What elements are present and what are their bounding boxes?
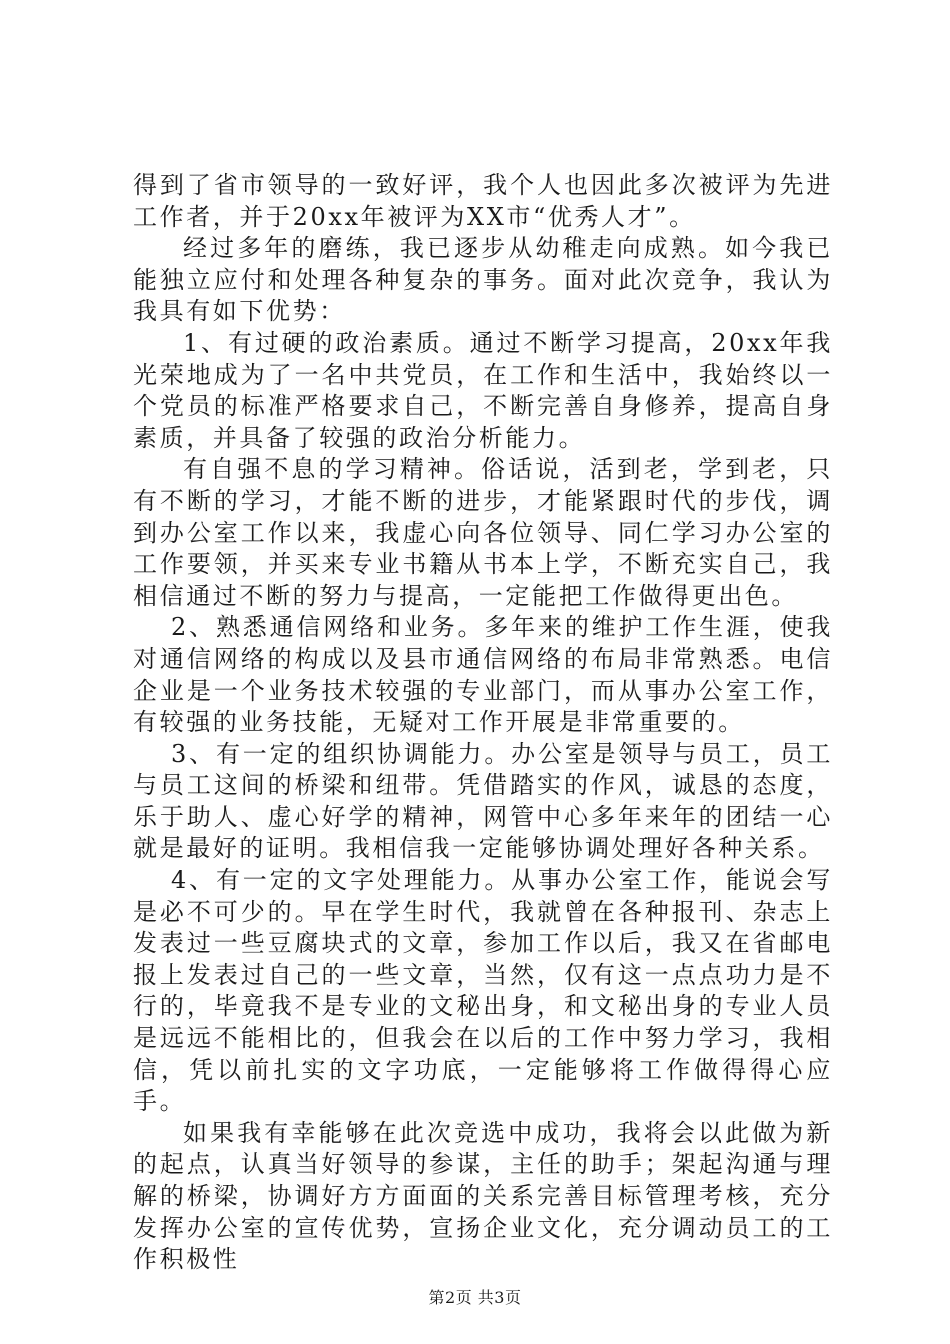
paragraph-7: 4、有一定的文字处理能力。从事办公室工作，能说会写是必不可少的。早在学生时代，我就曾在各种报刊、杂志上发表过一些豆腐块式的文章，参加工作以后，我又在省邮电报上发表过自己的一些文章，当然，仅有这一点点功力是不行的，毕竟我不是专业的文秘出身，和文秘出身的专业人员是远远不能相比的，但我会在以后的工作中努力学习，我相信，凭以前扎实的文字功底，一定能够将工作做得得心应手。 bbox=[133, 866, 833, 1116]
paragraph-4: 有自强不息的学习精神。俗话说，活到老，学到老，只有不断的学习，才能不断的进步，才能紧跟时代的步伐，调到办公室工作以来，我虚心向各位领导、同仁学习办公室的工作要领，并买来专业书籍从书本上学，不断充实自己，我相信通过不断的努力与提高，一定能把工作做得更出色。 bbox=[133, 455, 833, 610]
paragraph-5: 2、熟悉通信网络和业务。多年来的维护工作生涯，使我对通信网络的构成以及县市通信网络的布局非常熟悉。电信企业是一个业务技术较强的专业部门，而从事办公室工作，有较强的业务技能，无疑对工作开展是非常重要的。 bbox=[133, 613, 833, 737]
page-footer: 第2页 共3页 bbox=[428, 1288, 522, 1307]
document-body bbox=[133, 170, 833, 1276]
paragraph-1: 得到了省市领导的一致好评，我个人也因此多次被评为先进工作者，并于20xx年被评为XX市“优秀人才”。 bbox=[133, 171, 833, 231]
paragraph-6: 3、有一定的组织协调能力。办公室是领导与员工，员工与员工这间的桥梁和纽带。凭借踏实的作风，诚恳的态度，乐于助人、虚心好学的精神，网管中心多年来年的团结一心就是最好的证明。我相信我一定能够协调处理好各种关系。 bbox=[133, 739, 833, 863]
paragraph-2: 经过多年的磨练，我已逐步从幼稚走向成熟。如今我已能独立应付和处理各种复杂的事务。面对此次竞争，我认为我具有如下优势： bbox=[133, 234, 833, 326]
paragraph-8: 如果我有幸能够在此次竞选中成功，我将会以此做为新的起点，认真当好领导的参谋，主任的助手；架起沟通与理解的桥梁，协调好方方面面的关系完善目标管理考核，充分发挥办公室的宣传优势，宣扬企业文化，充分调动员工的工作积极性 bbox=[133, 1118, 833, 1274]
paragraph-3: 1、有过硬的政治素质。通过不断学习提高，20xx年我光荣地成为了一名中共党员，在工作和生活中，我始终以一个党员的标准严格要求自己，不断完善自身修养，提高自身素质，并具备了较强的政治分析能力。 bbox=[133, 328, 833, 452]
